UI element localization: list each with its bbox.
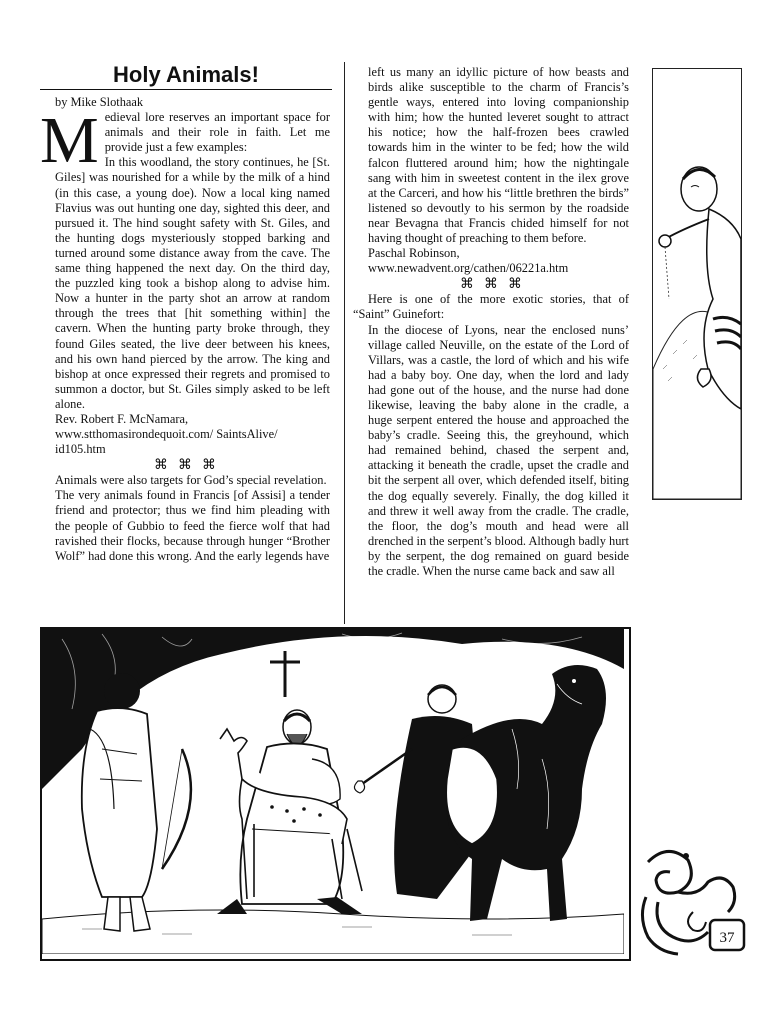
article-title: Holy Animals!	[40, 62, 332, 90]
intro-paragraph	[40, 104, 330, 178]
francis-quote-part2: left us many an idyllic picture of how beasts and birds alike susceptible to the charm of Francis’s gentle ways, entered into loving companionship with him; how the hunted leveret sought to attract his notice; how the half-frozen bees crawled towards him in the winter to be fed; how the wild falcon fluttered around him; how the nightingale sang with him in sweetest content in the ilex grove at the Carceri, and how his “little brethren the birds” listened so devoutly to his sermon by the roadside near Bevagna that Francis chided himself for not having thought of preaching to them before.	[368, 65, 629, 246]
page-number: 37	[719, 930, 735, 946]
drop-cap: M	[40, 104, 99, 178]
section-ornament: ⌘⌘⌘	[460, 276, 532, 293]
guinefort-quote: In the diocese of Lyons, near the enclosed nuns’ village called Neuville, on the estate of the Lord of Villars, was a castle, the lord of which and his wife had a baby boy. One day, when the lord and lady had gone out of the house, and the nurse had done likewise, leaving the baby alone in the cradle, a huge serpent entered the house and approached the baby’s cradle. Seeing this, the greyhound, which had remained behind, chased the serpent and, attacking it beneath the cradle, upset the cradle and bit the serpent all over, which defended itself, biting the dog equally severely. Finally, the dog killed it and threw it well away from the cradle. The cradle, the floor, the dog’s mouth and head were all drenched in the serpent’s blood. Although badly hurt by the serpent, the dog remained on guard beside the cradle. When the nurse came back and saw all	[368, 322, 629, 578]
section-ornament: ⌘⌘⌘	[154, 457, 226, 474]
column-divider	[344, 62, 345, 624]
francis-quote-part1: The very animals found in Francis [of Assisi] a tender friend and protector; thus we find him pleading with the people of Gubbio to feed the fierce wolf that had ravished their flocks, because through hunger “Brother Wolf” had done this wrong. And the early legends have	[55, 488, 330, 563]
saint-giles-illustration	[40, 627, 631, 961]
francis-citation-name: Paschal Robinson,	[368, 246, 460, 261]
guinefort-intro: Here is one of the more exotic stories, that of “Saint” Guinefort:	[353, 292, 629, 322]
left-column	[40, 95, 330, 564]
right-column	[353, 65, 629, 579]
side-illustration	[652, 68, 742, 500]
francis-citation-url: www.newadvent.org/cathen/06221a.htm	[368, 261, 569, 276]
byline: by Mike Slothaak	[55, 95, 144, 109]
giles-quote: In this woodland, the story continues, he [St. Giles] was nourished for a while by the milk of a hind (in this case, a young doe). Now a local king named Flavius was out hunting one day, sighted this deer, and pursued it. The hind sought safety with St. Giles, and the hunting dogs mysteriously stopped barking and turned around some distance away from the cave. The same thing happened the next day. On the third day, the puzzled king took a bishop along to advise him. Now a hunter in the party shot an arrow at random through the trees that [hit something within] the cavern. When the hunting party broke through, they found Giles seated, the live deer between his knees, and his own hand pierced by the arrow. The king and bishop at once expressed their regrets and promised to summon a doctor, but St. Giles simply asked to be left alone.	[55, 155, 330, 411]
revelation-paragraph: Animals were also targets for God’s special revelation.	[55, 473, 327, 488]
giles-citation-name: Rev. Robert F. McNamara,	[55, 411, 189, 426]
giles-citation-url: www.stthomasirondequoit.com/ SaintsAlive/ id105.htm	[55, 427, 278, 457]
intro-text: edieval lore reserves an important space for animals and their role in faith. Let me provide just a few examples:	[104, 110, 330, 155]
